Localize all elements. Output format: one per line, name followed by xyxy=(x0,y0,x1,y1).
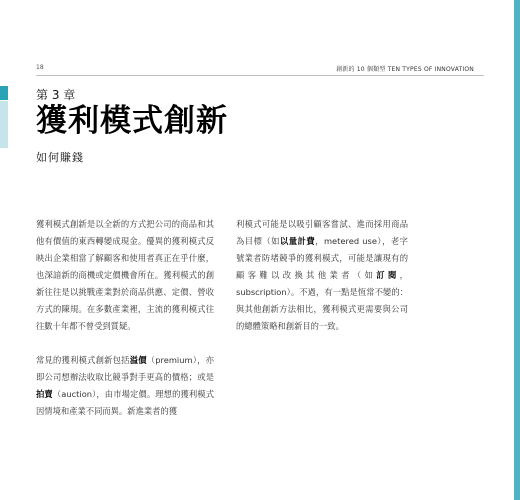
chapter-marker xyxy=(0,86,8,100)
text-run: （auction），由市場定價。理想的獲利模式因情境和產業不同而異。新進業者的獲 xyxy=(36,389,214,416)
text-run: ，metered use），老字號業者防堵競爭的獲利模式，可能是讓現有的顧客難以改換其他業者（如 xyxy=(236,236,408,280)
bold-term: 訂閱 xyxy=(376,270,400,280)
text-run: ，subscription）。不過，有一點是恆常不變的：與其他創新方法相比，獲利模式更需要與公司的總體策略和創新目的一致。 xyxy=(236,270,408,331)
chapter-title: 獲利模式創新 xyxy=(36,103,228,139)
page-number: 18 xyxy=(36,64,44,71)
running-head: 創新的 10 個類型 TEN TYPES OF INNOVATION xyxy=(336,66,474,73)
header-divider xyxy=(36,75,484,76)
chapter-marker-light xyxy=(0,101,8,148)
text-run: 利模式可能是以吸引顧客嘗試、進而採用商品為目標（如 xyxy=(236,219,408,246)
page-edge-bar xyxy=(514,0,520,500)
paragraph xyxy=(236,216,408,335)
text-run: 常見的獲利模式創新包括 xyxy=(36,355,130,365)
bold-term: 溢價 xyxy=(129,355,147,365)
bold-term: 拍賣 xyxy=(36,389,53,399)
chapter-subtitle: 如何賺錢 xyxy=(36,151,84,164)
body-column-right xyxy=(236,216,408,352)
chapter-label: 第 3 章 xyxy=(36,88,76,102)
paragraph xyxy=(36,352,214,420)
body-column-left xyxy=(36,216,214,437)
text-run: （premium），亦即公司想辦法收取比競爭對手更高的價格；或是 xyxy=(36,355,214,382)
bold-term: 以量計費 xyxy=(279,236,316,246)
paragraph: 獲利模式創新是以全新的方式把公司的商品和其他有價值的東西轉變成現金。優異的獲利模式反映出企業相當了解顧客和使用者真正在乎什麼，也深諳新的商機或定價機會所在。獲利模式的創新往往是以挑戰產業對於商品供應、定價、營收方式的陳規。在多數產業裡，主流的獲利模式往往數十年都不曾受到質疑。 xyxy=(36,219,214,331)
